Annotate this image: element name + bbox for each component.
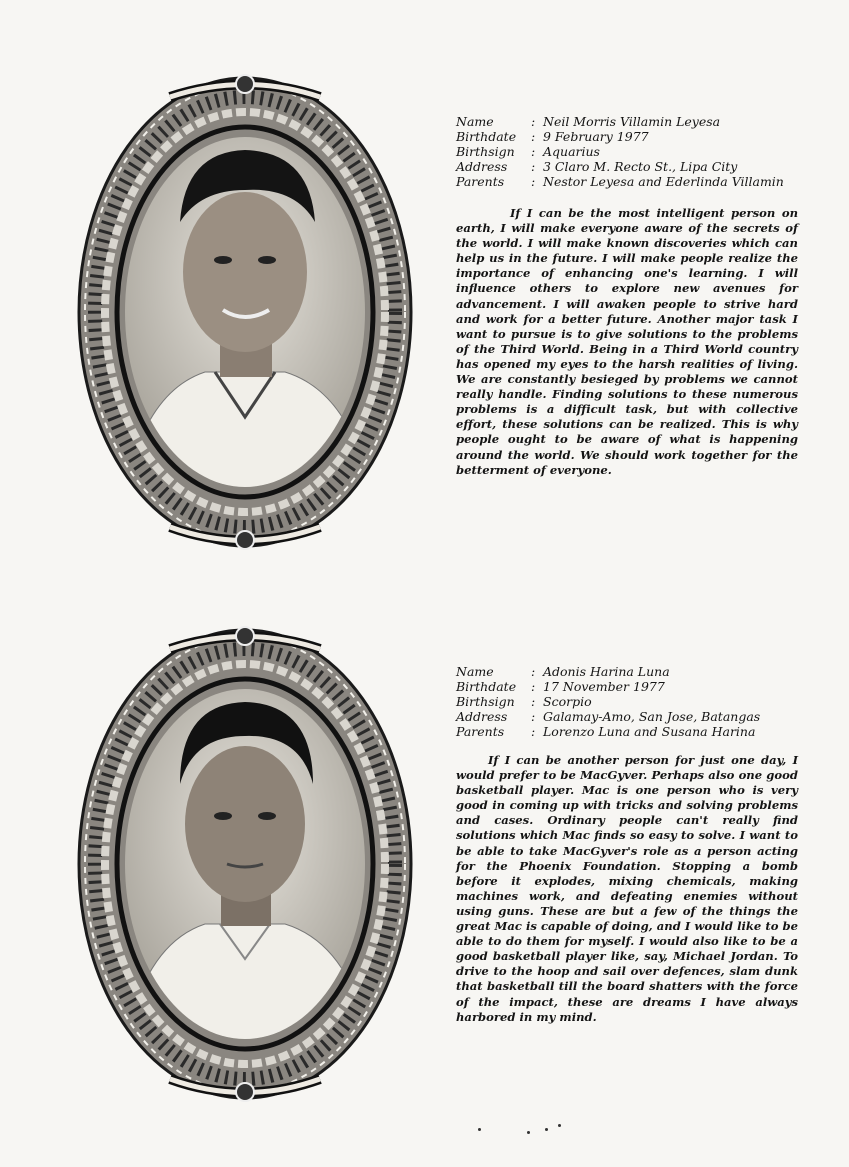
birthdate-row <box>456 679 801 694</box>
birthsign-row <box>456 144 801 159</box>
separator: : <box>531 114 536 129</box>
address-label: Address <box>456 159 508 174</box>
name-label: Name <box>456 664 494 679</box>
birthsign-value: Aquarius <box>543 144 600 159</box>
address-row <box>456 709 801 724</box>
separator: : <box>531 679 536 694</box>
name-value: Adonis Harina Luna <box>543 664 670 679</box>
essay-paragraph-2: If I can be another person for just one day, I would prefer to be MacGyver. Perhaps also one good basketball player. Mac is one person who is very good in coming up with tricks and solving problems and cases. Ordinary people can't really find solutions which Mac finds so easy to solve. I want to be able to take MacGyver's role as a person acting for the Phoenix Foundation. Stopping a bomb before it explodes, mixing chemicals, making machines work, and defeating enemies without using guns. These are but a few of the things the great Mac is capable of doing, and I would like to be able to do them for myself. I would also like to be a good basketball player like, say, Michael Jordan. To drive to the hoop and sail over defences, slam dunk that basketball till the board shatters with the force of the impact, these are dreams I have always harbored in my mind. <box>456 753 798 1024</box>
separator: : <box>531 144 536 159</box>
name-label: Name <box>456 114 494 129</box>
parents-label: Parents <box>456 724 505 739</box>
separator: : <box>531 129 536 144</box>
birthdate-label: Birthdate <box>456 129 517 144</box>
scan-speck <box>545 1128 548 1131</box>
birthsign-label: Birthsign <box>456 694 515 709</box>
birthsign-value: Scorpio <box>543 694 592 709</box>
name-row <box>456 114 801 129</box>
scan-speck <box>558 1124 561 1127</box>
parents-row <box>456 724 801 739</box>
parents-value: Lorenzo Luna and Susana Harina <box>543 724 756 739</box>
name-value: Neil Morris Villamin Leyesa <box>543 114 721 129</box>
address-value: Galamay-Amo, San Jose, Batangas <box>543 709 761 724</box>
address-value: 3 Claro M. Recto St., Lipa City <box>543 159 738 174</box>
parents-label: Parents <box>456 174 505 189</box>
ornate-frame-1 <box>75 72 415 552</box>
name-row <box>456 664 801 679</box>
birthdate-label: Birthdate <box>456 679 517 694</box>
scan-speck <box>478 1128 481 1131</box>
birthdate-value: 9 February 1977 <box>543 129 649 144</box>
essay-paragraph-1: If I can be the most intelligent person on earth, I will make everyone aware of the secrets of the world. I will make known discoveries which can help us in the future. I will make people realize the importance of enhancing one's learning. I will influence others to explore new avenues for advancement. I will awaken people to strive hard and work for a better future. Another major task I want to pursue is to give solutions to the problems of the Third World. Being in a Third World country has opened my eyes to the harsh realities of living. We are constantly besieged by problems we cannot really handle. Finding solutions to these numerous problems is a difficult task, but with collective effort, these solutions can be realized. This is why people ought to be aware of what is happening around the world. We should work together for the betterment of everyone. <box>456 206 798 477</box>
scan-speck <box>527 1131 530 1134</box>
profile-details-1 <box>456 114 801 189</box>
parents-row <box>456 174 801 189</box>
birthdate-value: 17 November 1977 <box>543 679 665 694</box>
separator: : <box>531 709 536 724</box>
separator: : <box>531 694 536 709</box>
profile-details-2 <box>456 664 801 739</box>
address-row <box>456 159 801 174</box>
address-label: Address <box>456 709 508 724</box>
parents-value: Nestor Leyesa and Ederlinda Villamin <box>543 174 784 189</box>
birthsign-row <box>456 694 801 709</box>
separator: : <box>531 174 536 189</box>
separator: : <box>531 159 536 174</box>
separator: : <box>531 664 536 679</box>
separator: : <box>531 724 536 739</box>
portrait-frame-2 <box>75 624 415 1104</box>
ornate-frame-2 <box>75 624 415 1104</box>
birthsign-label: Birthsign <box>456 144 515 159</box>
birthdate-row <box>456 129 801 144</box>
portrait-frame-1 <box>75 72 415 552</box>
